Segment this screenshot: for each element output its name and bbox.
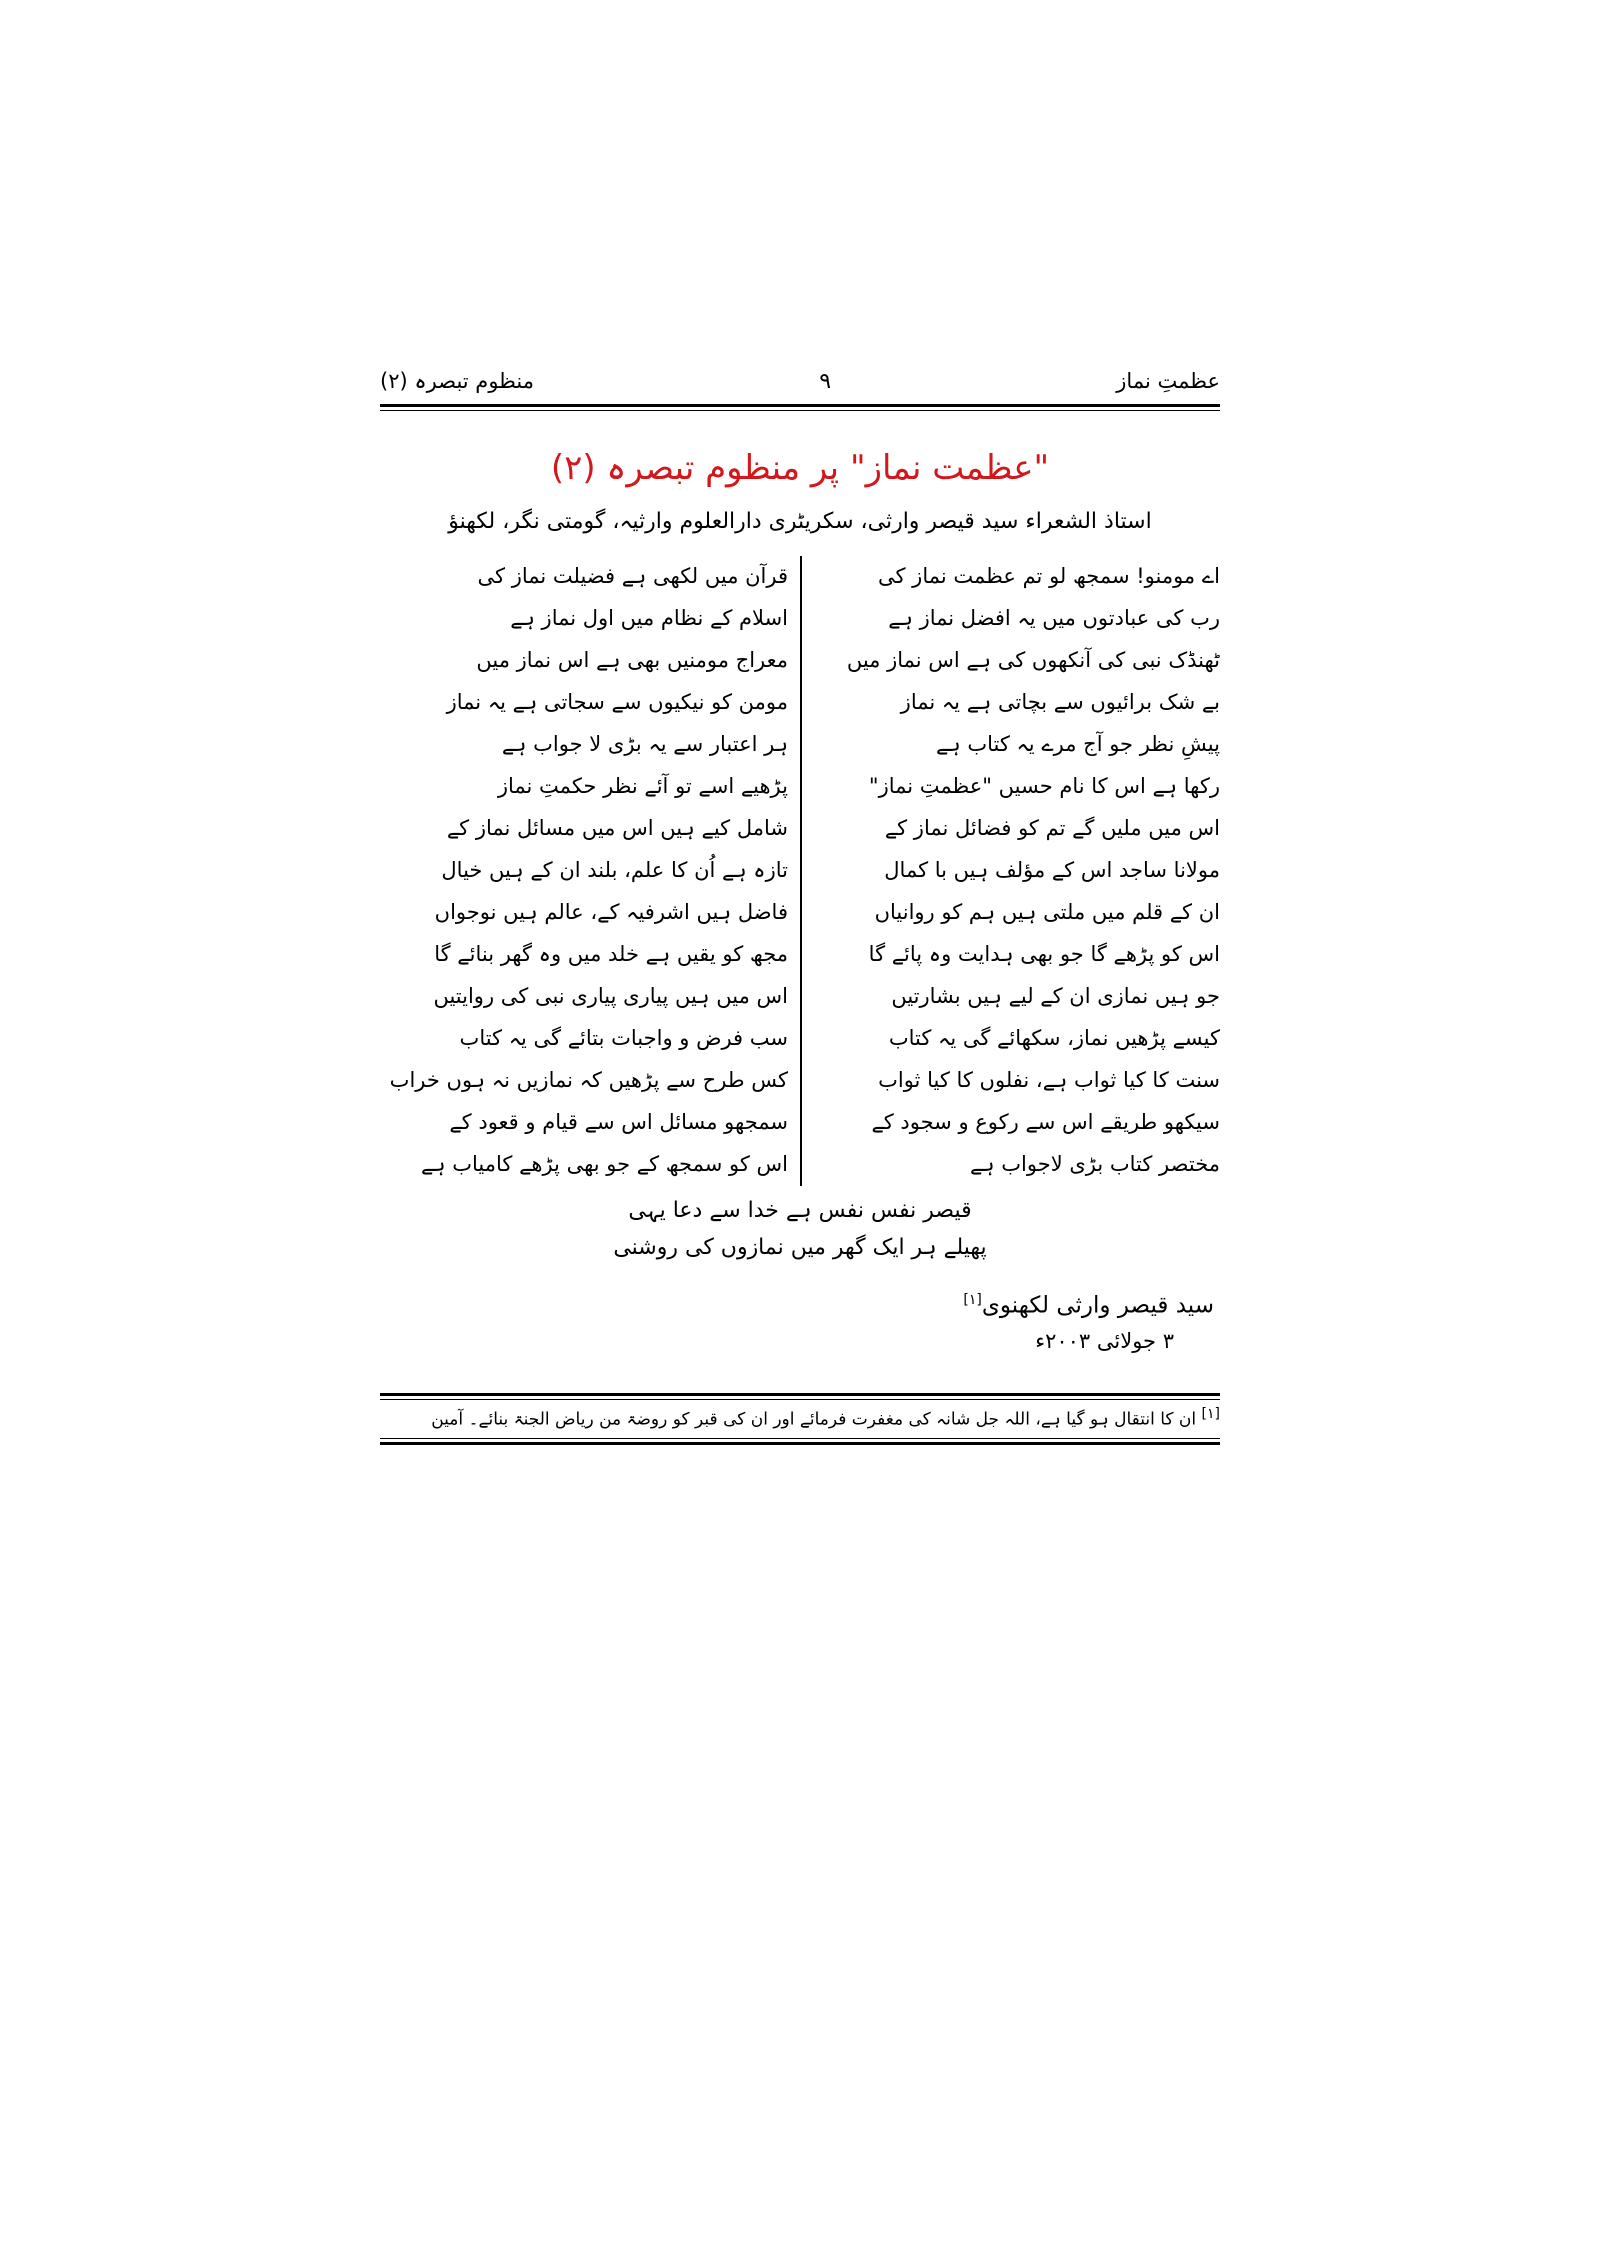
verse-column-left (380, 556, 800, 1186)
footnote-marker: [۱] (963, 1292, 982, 1309)
verse-line: بے شک برائیوں سے بچاتی ہے یہ نماز (900, 690, 1220, 715)
closing-couplet (380, 1192, 1220, 1267)
page-title: "عظمت نماز" پر منظوم تبصرہ (۲) (550, 448, 1050, 488)
verse-line: مولانا ساجد اس کے مؤلف ہیں با کمال (884, 858, 1220, 883)
verse-line: کیسے پڑھیں نماز، سکھائے گی یہ کتاب (888, 1026, 1220, 1051)
verse-line: پڑھیے اسے تو آئے نظر حکمتِ نماز (497, 774, 788, 799)
verse-line: کس طرح سے پڑھیں کہ نمازیں نہ ہوں خراب (389, 1068, 788, 1093)
verse-line: مومن کو نیکیوں سے سجاتی ہے یہ نماز (446, 690, 788, 715)
header-divider (380, 404, 1220, 411)
verse-line: ٹھنڈک نبی کی آنکھوں کی ہے اس نماز میں (846, 648, 1220, 673)
footnote-ref-marker: [۱] (1201, 1406, 1220, 1423)
verse-line: جو ہیں نمازی ان کے لیے ہیں بشارتیں (891, 984, 1220, 1009)
verse-line: معراج مومنیں بھی ہے اس نماز میں (476, 648, 788, 673)
verse-line: سیکھو طریقے اس سے رکوع و سجود کے (871, 1110, 1220, 1135)
running-head (380, 360, 1220, 402)
page-number: ٩ (819, 368, 832, 394)
verse-columns (380, 556, 1220, 1186)
running-head-left: منظوم تبصرہ (۲) (380, 369, 534, 393)
verse-line: اس میں ملیں گے تم کو فضائل نماز کے (884, 816, 1220, 841)
author-name (380, 1292, 1214, 1319)
verse-line: ہر اعتبار سے یہ بڑی لا جواب ہے (501, 732, 788, 757)
verse-line: اسلام کے نظام میں اول نماز ہے (510, 606, 788, 631)
page-subtitle: استاذ الشعراء سید قیصر وارثی، سکریٹری دارالعلوم وارثیہ، گومتی نگر، لکھنؤ (448, 508, 1152, 534)
closing-line: قیصر نفس نفس ہے خدا سے دعا یہی (628, 1197, 972, 1223)
author-name-text: سید قیصر وارثی لکھنوی (981, 1293, 1214, 1320)
verse-line: تازہ ہے اُن کا علم، بلند ان کے ہیں خیال (441, 858, 788, 883)
verse-line: اے مومنو! سمجھ لو تم عظمت نماز کی (878, 564, 1220, 589)
closing-line: پھیلے ہر ایک گھر میں نمازوں کی روشنی (613, 1234, 987, 1260)
signature-block (380, 1292, 1220, 1353)
verse-column-right (800, 556, 1220, 1186)
verse-line: قرآن میں لکھی ہے فضیلت نماز کی (477, 564, 788, 589)
footnote-divider-bottom (380, 1438, 1220, 1445)
verse-line: فاضل ہیں اشرفیہ کے، عالم ہیں نوجواں (434, 900, 788, 925)
verse-line: سنت کا کیا ثواب ہے، نفلوں کا کیا ثواب (878, 1068, 1220, 1093)
verse-line: سب فرض و واجبات بتائے گی یہ کتاب (459, 1026, 788, 1051)
footnote-text: ان کا انتقال ہو گیا ہے، اللہ جل شانہ کی مغفرت فرمائے اور ان کی قبر کو روضۃ من ریاض الجنۃ بنائے۔ آمین (431, 1409, 1197, 1430)
footnote (380, 1400, 1220, 1430)
verse-line: رکھا ہے اس کا نام حسیں "عظمتِ نماز" (868, 774, 1220, 799)
signature-date: ۳ جولائی ۲۰۰۳ء (1035, 1329, 1174, 1354)
verse-line: ان کے قلم میں ملتی ہیں ہم کو روانیاں (874, 900, 1220, 925)
verse-line: رب کی عبادتوں میں یہ افضل نماز ہے (888, 606, 1220, 631)
page-content (380, 360, 1220, 1840)
verse-line: مجھ کو یقیں ہے خلد میں وہ گھر بنائے گا (434, 942, 788, 967)
verse-line: شامل کیے ہیں اس میں مسائل نماز کے (446, 816, 788, 841)
verse-line: پیشِ نظر جو آج مرے یہ کتاب ہے (936, 732, 1220, 757)
running-head-right: عظمتِ نماز (1116, 369, 1220, 393)
verse-line: مختصر کتاب بڑی لاجواب ہے (969, 1152, 1220, 1177)
verse-line: اس کو پڑھے گا جو بھی ہدایت وہ پائے گا (868, 942, 1220, 967)
verse-line: اس کو سمجھ کے جو بھی پڑھے کامیاب ہے (420, 1152, 788, 1177)
footnote-divider-top (380, 1393, 1220, 1400)
verse-line: سمجھو مسائل اس سے قیام و قعود کے (449, 1110, 788, 1135)
verse-line: اس میں ہیں پیاری پیاری نبی کی روایتیں (433, 984, 788, 1009)
